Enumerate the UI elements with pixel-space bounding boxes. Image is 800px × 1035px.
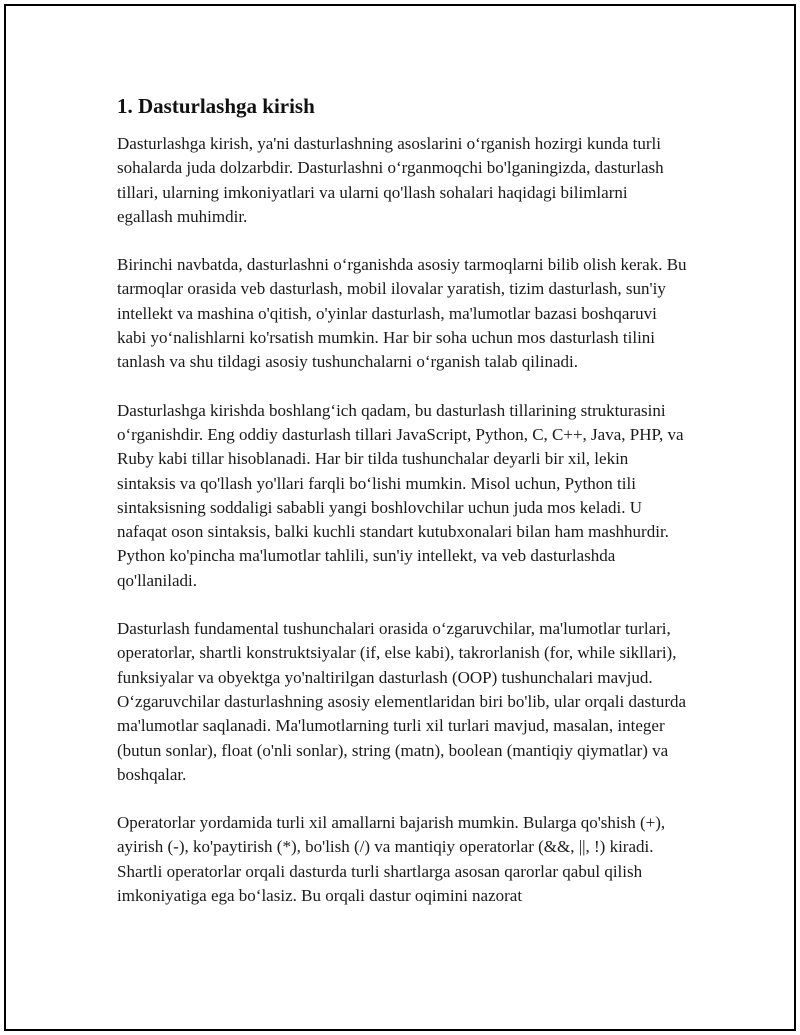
section-heading: 1. Dasturlashga kirish	[117, 94, 315, 118]
paragraph-languages: Dasturlashga kirishda boshlang‘ich qadam, bu dasturlash tillarining strukturasini o‘rganishdir. Eng oddiy dasturlash tillari JavaScript, Python, C, C++, Java, PHP, va Ruby kabi tillar hisoblanadi. Har bir tilda tushunchalar deyarli bir xil, lekin sintaksis va qo'llash yo'llari farqli bo‘lishi mumkin. Misol uchun, Python tili sintaksisning soddaligi sababli yangi boshlovchilar uchun juda mos keladi. U nafaqat oson sintaksis, balki kuchli standart kutubxonalari bilan ham mashhurdir. Python ko'pincha ma'lumotlar tahlili, sun'iy intellekt, va veb dasturlashda qo'llaniladi.	[117, 400, 684, 590]
paragraph-fields: Birinchi navbatda, dasturlashni o‘rganishda asosiy tarmoqlarni bilib olish kerak. Bu tarmoqlar orasida veb dasturlash, mobil ilovalar yaratish, tizim dasturlash, sun'iy intellekt va mashina o'qitish, o'yinlar dasturlash, ma'lumotlar bazasi boshqaruvi kabi yo‘nalishlarni ko'rsatish mumkin. Har bir soha uchun mos dasturlash tilini tanlash va shu tildagi asosiy tushunchalarni o‘rganish talab qilinadi.	[117, 255, 687, 372]
paragraph-fundamentals: Dasturlash fundamental tushunchalari orasida o‘zgaruvchilar, ma'lumotlar turlari, operatorlar, shartli konstruktsiyalar (if, else kabi), takrorlanish (for, while sikllari), funksiyalar va obyektga yo'naltirilgan dasturlash (OOP) tushunchalari mavjud. O‘zgaruvchilar dasturlashning asosiy elementlaridan biri bo'lib, ular orqali dasturda ma'lumotlar saqlanadi. Ma'lumotlarning turli xil turlari mavjud, masalan, integer (butun sonlar), float (o'nli sonlar), string (matn), boolean (mantiqiy qiymatlar) va boshqalar.	[117, 619, 687, 784]
paragraph-operators: Operatorlar yordamida turli xil amallarni bajarish mumkin. Bularga qo'shish (+), ayirish (-), ko'paytirish (*), bo'lish (/) va mantiqiy operatorlar (&&, ||, !) kiradi. Shartli operatorlar orqali dasturda turli shartlarga asosan qarorlar qabul qilish imkoniyatiga ega bo‘lasiz. Bu orqali dastur oqimini nazorat	[117, 813, 666, 906]
document-body	[117, 93, 687, 932]
paragraph-intro: Dasturlashga kirish, ya'ni dasturlashning asoslarini o‘rganish hozirgi kunda turli sohalarda juda dolzarbdir. Dasturlashni o‘rganmoqchi bo'lganingizda, dasturlash tillari, ularning imkoniyatlari va ularni qo'llash sohalari haqidagi bilimlarni egallash muhimdir.	[117, 134, 664, 226]
